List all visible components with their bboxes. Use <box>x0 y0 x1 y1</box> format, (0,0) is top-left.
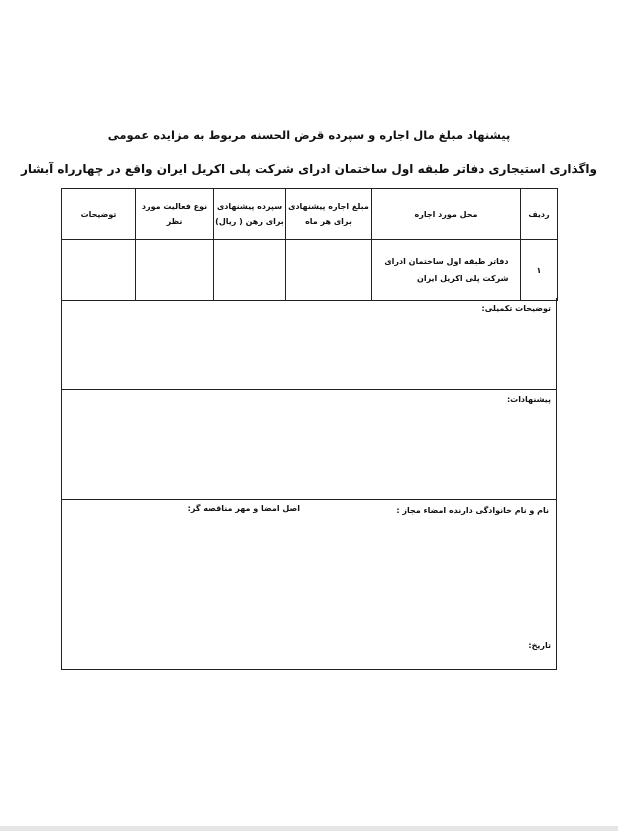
document-subtitle: واگذاری استیجاری دفاتر طبقه اول ساختمان ادرای شرکت پلی اکریل ایران واقع در چهارراه آبشار <box>20 162 598 176</box>
bidder-seal-label: اصل امضا و مهر مناقصه گر: <box>187 504 300 513</box>
additional-notes-label: توضیحات تکمیلی: <box>481 304 551 313</box>
cell-rent[interactable] <box>286 240 372 301</box>
header-deposit-line2: برای رهن ( ریال) <box>215 217 284 226</box>
header-rent <box>286 189 372 240</box>
header-rent-line1: مبلغ اجاره پیشنهادی <box>288 202 369 211</box>
header-notes: توضیحات <box>62 189 136 240</box>
cell-row-number: ۱ <box>521 240 558 301</box>
bid-table <box>61 188 558 301</box>
page-edge <box>0 826 618 831</box>
signature-box[interactable] <box>61 500 557 670</box>
additional-notes-box[interactable] <box>61 298 557 390</box>
date-label: تاریخ: <box>528 641 551 650</box>
cell-location-text: دفاتر طبقه اول ساختمان ادرای شرکت پلی اکریل ایران <box>384 257 509 283</box>
header-deposit <box>214 189 286 240</box>
document-title: پیشنهاد مبلغ مال اجاره و سپرده قرض الحسنه مربوط به مزایده عمومی <box>107 128 511 142</box>
cell-notes[interactable] <box>62 240 136 301</box>
header-activity: نوع فعالیت مورد نظر <box>136 189 214 240</box>
signatory-name-label: نام و نام خانوادگی دارنده امضاء مجاز : <box>396 506 549 515</box>
suggestions-label: پیشنهادات: <box>506 395 551 404</box>
suggestions-box[interactable] <box>61 390 557 500</box>
header-rent-line2: برای هر ماه <box>305 217 352 226</box>
cell-location <box>372 240 521 301</box>
cell-deposit[interactable] <box>214 240 286 301</box>
cell-activity[interactable] <box>136 240 214 301</box>
header-row-number: ردیف <box>521 189 558 240</box>
header-location: محل مورد اجاره <box>372 189 521 240</box>
table-header-row <box>62 189 558 240</box>
header-deposit-line1: سپرده پیشنهادی <box>216 202 283 211</box>
table-row <box>62 240 558 301</box>
